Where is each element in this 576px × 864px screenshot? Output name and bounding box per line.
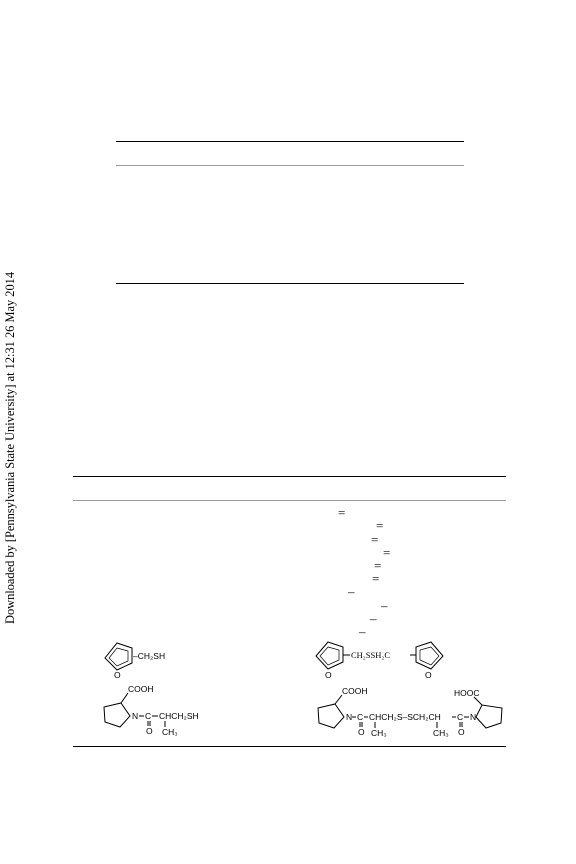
row-symbol: =	[376, 518, 384, 533]
c-right-label: C	[457, 712, 464, 722]
methyl-right-label: CH₃	[433, 728, 449, 738]
row-symbol: –	[370, 611, 377, 626]
furfuryl-disulfide-structure	[312, 636, 452, 680]
row-symbol: =	[338, 505, 346, 520]
row-symbol: –	[381, 598, 388, 613]
furan-oxygen-right-label: O	[425, 670, 432, 680]
furfuryl-thiol-structure	[100, 638, 190, 680]
download-note: Downloaded by [Pennsylvania State University] at 12:31 26 May 2014	[3, 271, 17, 624]
table2-bottom-rule	[73, 746, 506, 747]
row-symbol: =	[374, 558, 382, 573]
hooc-right-label: HOOC	[454, 688, 480, 698]
captopril-structure	[98, 682, 218, 738]
disulfide-chain-label: CHCH₂S–SCH₂CH	[369, 712, 441, 722]
disulfide-bridge-label: CH₂SSH₂C	[351, 650, 390, 660]
row-symbol: –	[348, 584, 355, 599]
thiol-group-label: –CH₂SH	[133, 651, 166, 661]
captopril-disulfide-structure	[312, 684, 508, 740]
table2-header-rule	[73, 500, 506, 501]
n-left-label: N	[346, 712, 353, 722]
row-symbol: –	[359, 624, 366, 639]
row-symbol: =	[372, 571, 380, 586]
methyl-label: CH₃	[162, 727, 178, 737]
n-right-label: N	[470, 712, 477, 722]
row-symbol: =	[383, 545, 391, 560]
table-bottom-rule	[116, 283, 464, 284]
carbonyl-o-label: O	[146, 726, 153, 736]
side-chain-label: CHCH₂SH	[159, 711, 199, 721]
carbonyl-c-label: C	[145, 711, 152, 721]
furan-oxygen-label: O	[114, 670, 121, 680]
table-top-rule	[116, 141, 464, 142]
c-left-label: C	[357, 712, 364, 722]
n-label: N	[132, 711, 139, 721]
o-right-label: O	[458, 727, 465, 737]
download-watermark	[2, 244, 18, 624]
cooh-label: COOH	[128, 684, 154, 694]
row-symbol: =	[371, 532, 379, 547]
o-left-label: O	[358, 727, 365, 737]
cooh-left-label: COOH	[342, 686, 368, 696]
methyl-left-label: CH₃	[371, 728, 387, 738]
table-header-rule	[116, 165, 464, 166]
furan-oxygen-left-label: O	[325, 670, 332, 680]
table2-top-rule	[73, 476, 506, 477]
